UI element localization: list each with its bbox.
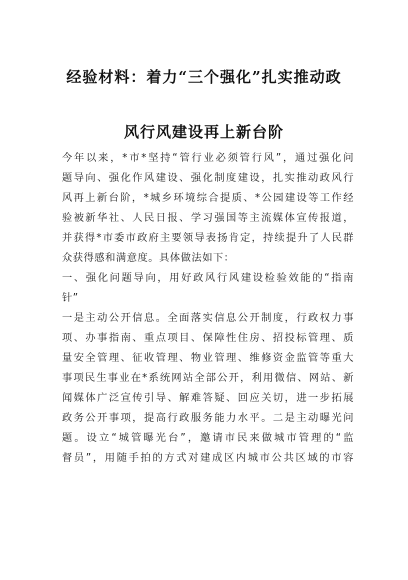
section-heading-line: 针” bbox=[62, 293, 79, 304]
body-text-line: 题导向、强化作风建设、强化制度建设，扎实推动政风行 bbox=[62, 173, 354, 184]
body-text-line: 风再上新台阶，*城乡环境综合提质、*公园建设等工作经 bbox=[62, 193, 354, 204]
body-text-line: 项、办事指南、重点项目、保障性住房、招投标管理、质 bbox=[62, 333, 354, 344]
section-heading-line: 一、强化问题导向，用好政风行风建设检验效能的“指南 bbox=[62, 273, 354, 284]
body-text-line: 验被新华社、人民日报、学习强国等主流媒体宣传报道， bbox=[62, 213, 354, 224]
body-text-line: 一是主动公开信息。全面落实信息公开制度，行政权力事 bbox=[62, 313, 354, 324]
body-text-line: 众获得感和满意度。具体做法如下： bbox=[62, 253, 235, 264]
body-text-line: 今年以来，*市*坚持“管行业必须管行风”，通过强化问 bbox=[62, 153, 354, 164]
body-text-line: 政务公开事项，提高行政服务能力水平。二是主动曝光问 bbox=[62, 413, 354, 424]
body-text-line: 题。设立“城管曝光台”，邀请市民来做城市管理的“监 bbox=[62, 433, 354, 444]
body-text-line: 闻媒体广泛宣传引导、解难答疑、回应关切，进一步拓展 bbox=[62, 393, 354, 404]
document-title-line-1: 经验材料：着力“三个强化”扎实推动政 bbox=[66, 68, 342, 86]
body-text-line: 事项民生事业在*系统网站全部公开，利用微信、网站、新 bbox=[62, 373, 354, 384]
body-text-line: 量安全管理、征收管理、物业管理、维修资金监管等重大 bbox=[62, 353, 354, 364]
document-title-line-2: 风行风建设再上新台阶 bbox=[123, 123, 284, 141]
body-text-line: 督员”，用随手拍的方式对建成区内城市公共区域的市容 bbox=[62, 453, 354, 464]
body-text-line: 并获得*市委市政府主要领导表扬肯定，持续提升了人民群 bbox=[62, 233, 354, 244]
